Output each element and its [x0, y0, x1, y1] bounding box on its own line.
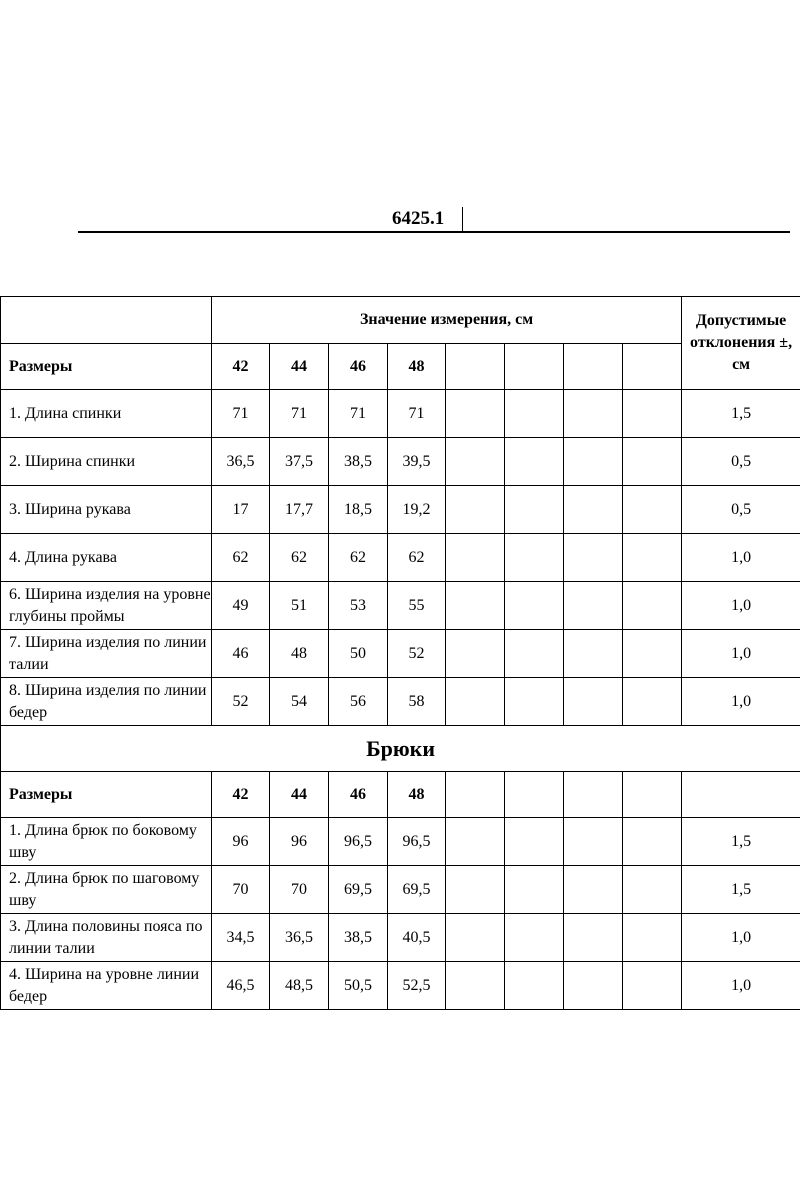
- empty-cell: [623, 344, 682, 390]
- empty-cell: [505, 772, 564, 818]
- table-row: [1, 534, 800, 582]
- measurement-value: 62: [212, 534, 270, 582]
- measurement-value: 53: [329, 582, 388, 630]
- size-header-row: [1, 772, 800, 818]
- empty-cell: [564, 818, 623, 866]
- empty-cell: [564, 486, 623, 534]
- empty-cell: [564, 962, 623, 1010]
- tolerance-value: 1,0: [682, 534, 800, 582]
- empty-cell: [446, 866, 505, 914]
- measurement-value: 36,5: [212, 438, 270, 486]
- measurement-value: 96: [270, 818, 329, 866]
- measurement-value: 62: [329, 534, 388, 582]
- empty-cell: [446, 818, 505, 866]
- measurement-value: 54: [270, 678, 329, 726]
- tolerance-value: 1,0: [682, 678, 800, 726]
- measurement-value: 38,5: [329, 438, 388, 486]
- empty-cell: [505, 914, 564, 962]
- measurement-value: 69,5: [388, 866, 446, 914]
- measurement-value: 48: [270, 630, 329, 678]
- measurement-value: 17,7: [270, 486, 329, 534]
- empty-cell: [564, 914, 623, 962]
- sizes-label: Размеры: [1, 772, 212, 818]
- table-row: [1, 630, 800, 678]
- measurement-value: 40,5: [388, 914, 446, 962]
- table-row: [1, 582, 800, 630]
- section-row: [1, 726, 800, 772]
- empty-cell: [623, 630, 682, 678]
- measure-header: Значение измерения, см: [212, 297, 682, 344]
- measurement-value: 96: [212, 818, 270, 866]
- empty-cell: [446, 534, 505, 582]
- empty-cell: [446, 344, 505, 390]
- empty-cell: [446, 678, 505, 726]
- empty-cell: [564, 438, 623, 486]
- measurement-value: 70: [212, 866, 270, 914]
- empty-cell: [623, 534, 682, 582]
- measurement-value: 46: [212, 630, 270, 678]
- empty-cell: [505, 486, 564, 534]
- tolerance-value: 1,5: [682, 390, 800, 438]
- measurement-value: 52: [388, 630, 446, 678]
- empty-cell: [505, 866, 564, 914]
- empty-cell: [564, 534, 623, 582]
- tolerance-value: 1,0: [682, 630, 800, 678]
- empty-cell: [623, 438, 682, 486]
- table-row: [1, 438, 800, 486]
- tolerance-value: 0,5: [682, 438, 800, 486]
- measurement-name: 3. Длина половины пояса по линии талии: [1, 914, 212, 962]
- table-row: [1, 486, 800, 534]
- measurement-value: 58: [388, 678, 446, 726]
- size-header: 42: [212, 772, 270, 818]
- empty-cell: [446, 438, 505, 486]
- measurement-value: 96,5: [388, 818, 446, 866]
- measurement-value: 71: [270, 390, 329, 438]
- model-code: 6425.1: [392, 208, 445, 229]
- measurement-value: 36,5: [270, 914, 329, 962]
- empty-cell: [623, 678, 682, 726]
- size-header: 46: [329, 344, 388, 390]
- empty-cell: [623, 962, 682, 1010]
- measurement-value: 71: [212, 390, 270, 438]
- measurement-name: 4. Длина рукава: [1, 534, 212, 582]
- empty-cell: [505, 678, 564, 726]
- empty-cell: [446, 582, 505, 630]
- text-cursor: [462, 207, 463, 231]
- measurement-value: 71: [388, 390, 446, 438]
- measurement-value: 56: [329, 678, 388, 726]
- tolerance-value: 1,0: [682, 914, 800, 962]
- size-header: 48: [388, 344, 446, 390]
- title-underline: [78, 231, 790, 233]
- section-title-trousers: Брюки: [1, 726, 800, 772]
- table-row: [1, 390, 800, 438]
- empty-cell: [623, 818, 682, 866]
- measurement-value: 62: [270, 534, 329, 582]
- measurement-value: 46,5: [212, 962, 270, 1010]
- measurement-value: 39,5: [388, 438, 446, 486]
- measurement-name: 6. Ширина изделия на уровне глубины проймы: [1, 582, 212, 630]
- empty-cell: [564, 630, 623, 678]
- measurement-value: 52: [212, 678, 270, 726]
- empty-cell: [505, 818, 564, 866]
- empty-cell: [505, 390, 564, 438]
- empty-cell: [505, 534, 564, 582]
- measurement-value: 70: [270, 866, 329, 914]
- table-row: [1, 866, 800, 914]
- empty-cell: [623, 582, 682, 630]
- measurement-name: 8. Ширина изделия по линии бедер: [1, 678, 212, 726]
- tolerance-value: 0,5: [682, 486, 800, 534]
- measurement-name: 2. Ширина спинки: [1, 438, 212, 486]
- empty-cell: [446, 390, 505, 438]
- empty-cell: [446, 914, 505, 962]
- empty-cell: [505, 438, 564, 486]
- empty-cell: [623, 486, 682, 534]
- empty-cell: [564, 678, 623, 726]
- tolerance-value: 1,0: [682, 962, 800, 1010]
- measurement-value: 52,5: [388, 962, 446, 1010]
- empty-cell: [446, 772, 505, 818]
- measurement-value: 55: [388, 582, 446, 630]
- table-row: [1, 914, 800, 962]
- tolerance-header: Допустимые отклонения ±, см: [682, 297, 800, 390]
- empty-cell: [623, 390, 682, 438]
- measurement-value: 19,2: [388, 486, 446, 534]
- measurement-value: 48,5: [270, 962, 329, 1010]
- measurement-table: [0, 296, 800, 1010]
- measurement-value: 50: [329, 630, 388, 678]
- measurement-name: 4. Ширина на уровне линии бедер: [1, 962, 212, 1010]
- measurement-name: 1. Длина спинки: [1, 390, 212, 438]
- measurement-value: 49: [212, 582, 270, 630]
- empty-cell: [564, 344, 623, 390]
- empty-cell: [505, 582, 564, 630]
- tolerance-value: 1,5: [682, 866, 800, 914]
- table-row: [1, 678, 800, 726]
- measurement-value: 50,5: [329, 962, 388, 1010]
- empty-cell: [505, 344, 564, 390]
- measurement-value: 38,5: [329, 914, 388, 962]
- empty-cell: [505, 962, 564, 1010]
- tolerance-value: 1,5: [682, 818, 800, 866]
- measurement-value: 96,5: [329, 818, 388, 866]
- size-header: 46: [329, 772, 388, 818]
- empty-cell: [564, 390, 623, 438]
- empty-cell: [564, 772, 623, 818]
- measurement-name: 7. Ширина изделия по линии талии: [1, 630, 212, 678]
- measurement-name: 1. Длина брюк по боковому шву: [1, 818, 212, 866]
- empty-cell: [446, 486, 505, 534]
- sizes-label: Размеры: [1, 344, 212, 390]
- measurement-value: 51: [270, 582, 329, 630]
- size-header: 48: [388, 772, 446, 818]
- table-row: [1, 962, 800, 1010]
- size-header: 42: [212, 344, 270, 390]
- empty-cell: [564, 582, 623, 630]
- size-header: 44: [270, 772, 329, 818]
- empty-cell: [564, 866, 623, 914]
- measurement-value: 69,5: [329, 866, 388, 914]
- corner-cell: [1, 297, 212, 344]
- empty-cell: [446, 630, 505, 678]
- empty-cell: [623, 914, 682, 962]
- measurement-value: 62: [388, 534, 446, 582]
- measurement-value: 37,5: [270, 438, 329, 486]
- size-header-row: [1, 344, 800, 390]
- empty-cell: [623, 866, 682, 914]
- table-row: [1, 818, 800, 866]
- empty-cell: [623, 772, 682, 818]
- measurement-value: 18,5: [329, 486, 388, 534]
- size-header: 44: [270, 344, 329, 390]
- measurement-value: 34,5: [212, 914, 270, 962]
- measurement-name: 3. Ширина рукава: [1, 486, 212, 534]
- empty-cell: [682, 772, 800, 818]
- measurement-value: 71: [329, 390, 388, 438]
- tolerance-value: 1,0: [682, 582, 800, 630]
- measurement-value: 17: [212, 486, 270, 534]
- empty-cell: [505, 630, 564, 678]
- measurement-name: 2. Длина брюк по шаговому шву: [1, 866, 212, 914]
- empty-cell: [446, 962, 505, 1010]
